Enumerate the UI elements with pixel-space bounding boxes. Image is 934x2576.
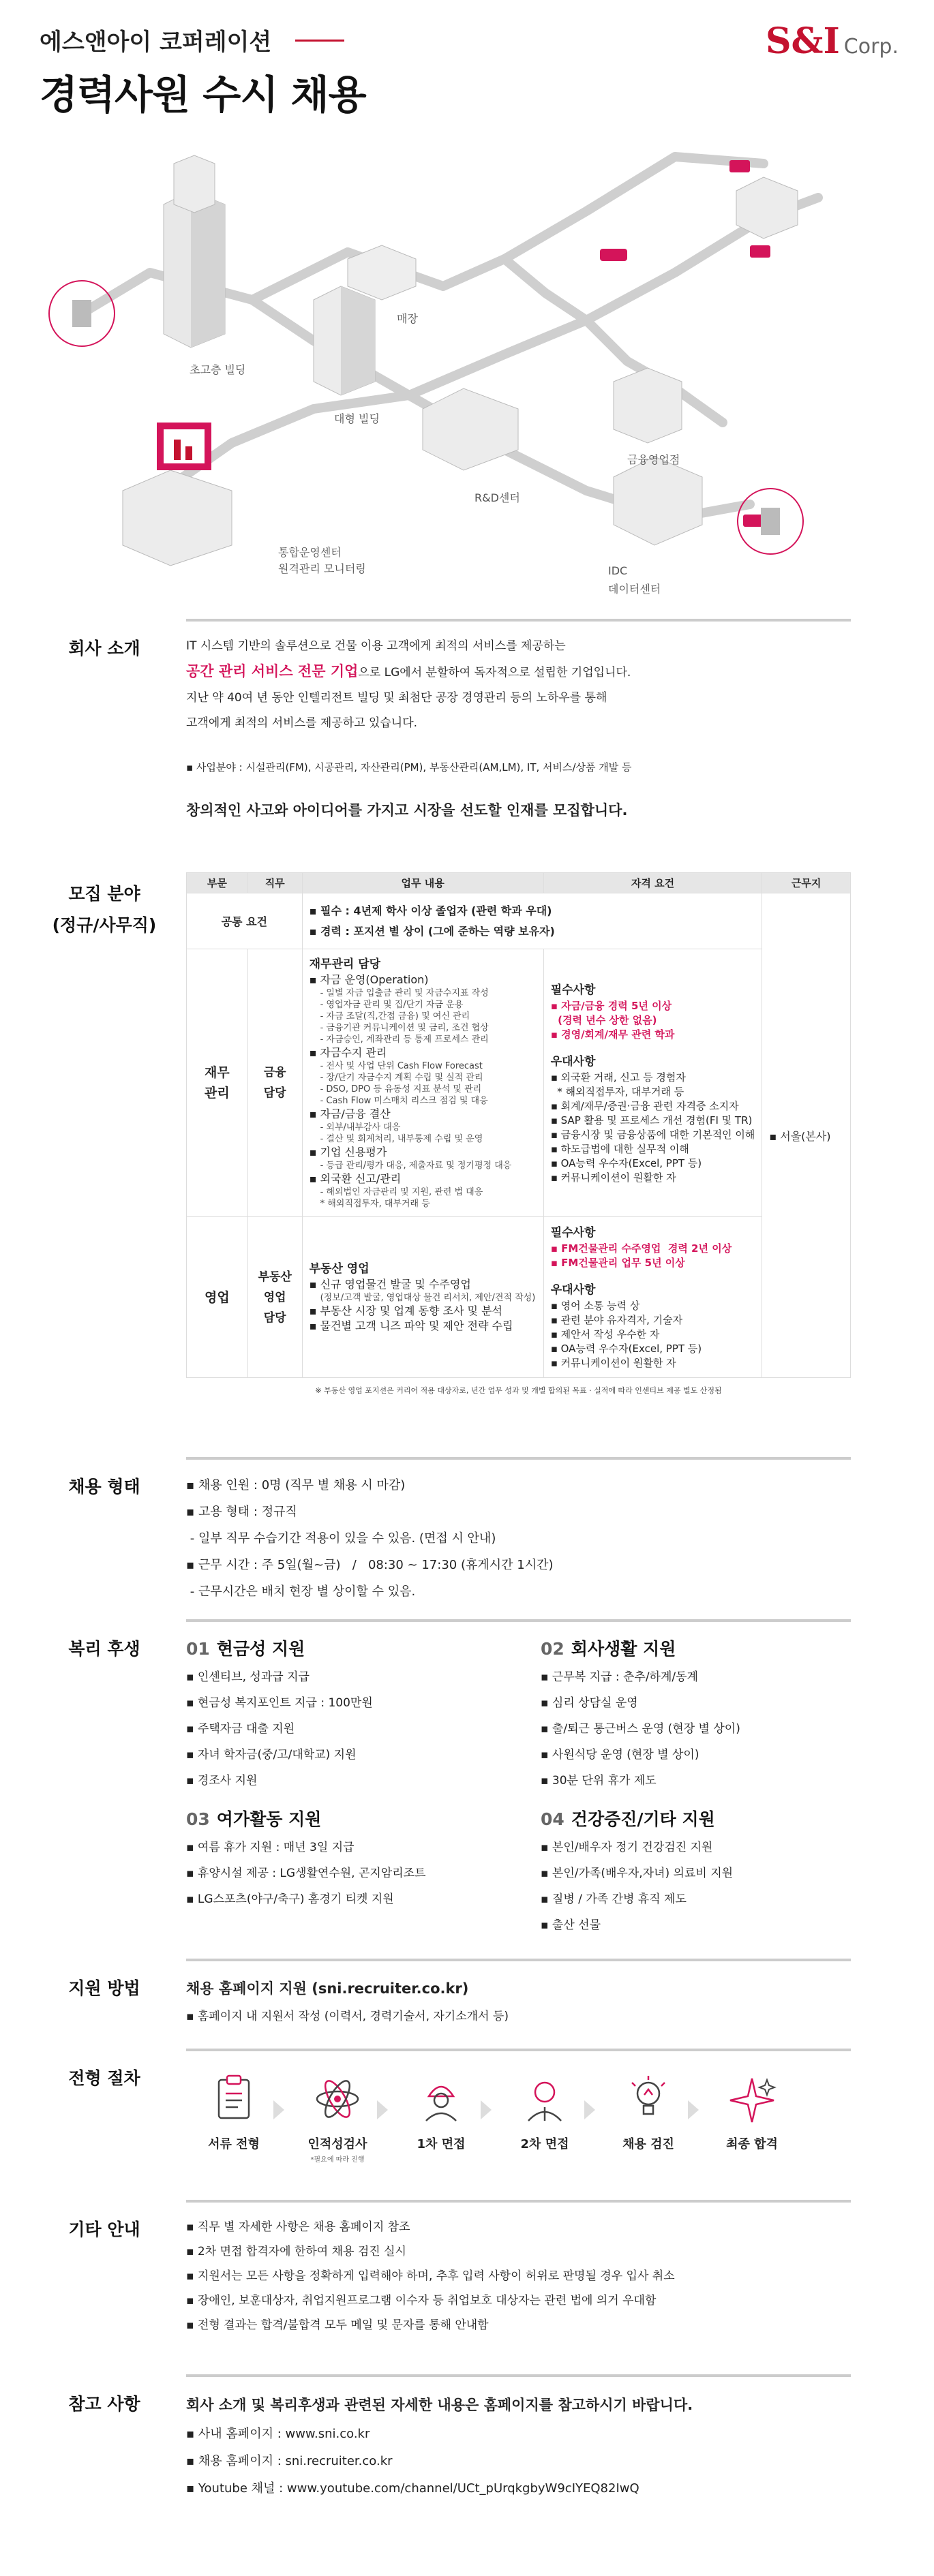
duty-subitem: - 자금승인, 계좌관리 등 통제 프로세스 관리 <box>320 1034 489 1045</box>
section-title: 전형 절차 <box>68 2068 140 2088</box>
skyscraper-building <box>164 155 225 348</box>
qual-req-title: 필수사항 <box>550 983 596 997</box>
section-apply <box>40 1959 851 2047</box>
duty-finance <box>302 949 543 1217</box>
qual-sales <box>543 1217 762 1378</box>
qual-item: * 해외직접투자, 대부거래 등 <box>550 1085 684 1098</box>
division-finance: 재무 관리 <box>187 949 248 1217</box>
intro-slogan: 창의적인 사고와 아이디어를 가지고 시장을 선도할 인재를 모집합니다. <box>186 802 628 818</box>
company-logo <box>766 20 899 62</box>
reference-heading: 회사 소개 및 복리후생과 관련된 자세한 내용은 홈페이지를 참고하시기 바랍니다. <box>186 2397 693 2413</box>
qual-item: ▪ 관련 분야 유자격자, 기술자 <box>550 1314 683 1326</box>
section-divider <box>186 2200 851 2203</box>
duty-subitem: - 장/단기 자금수지 계획 수립 및 실적 관리 <box>320 1073 483 1083</box>
step-arrow-icon <box>688 2100 699 2119</box>
qual-req-title: 필수사항 <box>550 1226 596 1240</box>
employment-item: ▪ 고용 형태 : 정규직 <box>186 1505 297 1519</box>
benefit-item: ▪ 여름 휴가 지원 : 매년 3일 지급 <box>186 1841 355 1854</box>
label-idc-2: 데이터센터 <box>608 583 661 596</box>
step-arrow-icon <box>377 2100 388 2119</box>
qual-req-list <box>551 1242 755 1270</box>
intro-business: ▪ 사업분야 : 시설관리(FM), 시공관리, 자산관리(PM), 부동산관리(AM,LM), IT, 서비스/상품 개발 등 <box>186 761 632 773</box>
employment-item: ▪ 근무 시간 : 주 5일(월~금) / 08:30 ~ 17:30 (휴게시간 1시간) <box>186 1558 554 1572</box>
benefit-item: ▪ LG스포츠(야구/축구) 홈경기 티켓 지원 <box>186 1892 394 1906</box>
table-row-sales <box>187 1217 851 1378</box>
duty-item: ▪ 자금/금융 결산 <box>309 1107 391 1120</box>
benefits-grid <box>186 1634 851 1948</box>
duty-item: ▪ 자금 운영(Operation) <box>309 973 429 986</box>
duty-subitem: - 전사 및 사업 단위 Cash Flow Forecast <box>320 1061 483 1071</box>
benefit-number: 01 <box>186 1639 210 1659</box>
benefit-item: ▪ 근무복 지급 : 춘추/하계/동계 <box>541 1670 698 1684</box>
intro-line-3: 지난 약 40여 년 동안 인텔리전트 빌딩 및 최첨단 공장 경영관리 등의 노하우를 통해 <box>186 691 607 705</box>
duty-subitem: - 외부/내부감사 대응 <box>320 1122 401 1133</box>
etc-list <box>186 2215 851 2337</box>
section-title: 채용 형태 <box>68 1477 140 1497</box>
job-sales: 부동산 영업 담당 <box>247 1217 302 1378</box>
duty-subitem: - 영업자금 관리 및 집/단기 자금 운용 <box>320 1000 464 1010</box>
table-row-finance <box>187 949 851 1217</box>
job-finance: 금융 담당 <box>247 949 302 1217</box>
table-row-common <box>187 893 851 949</box>
location-cell: ▪ 서울(본사) <box>762 893 851 1378</box>
reference-item: ▪ 사내 홈페이지 : www.sni.co.kr <box>186 2427 370 2441</box>
duty-sales <box>302 1217 543 1378</box>
qual-item: ▪ 자금/금융 경력 5년 이상 <box>550 999 672 1012</box>
duty-item: ▪ 자금수지 관리 <box>309 1046 387 1059</box>
label-store: 매장 <box>397 312 418 325</box>
section-title: 회사 소개 <box>68 639 140 658</box>
qual-pref-title: 우대사항 <box>550 1054 596 1069</box>
benefit-group <box>541 1634 882 1794</box>
apply-heading: 채용 홈페이지 지원 (sni.recruiter.co.kr) <box>186 1980 469 1997</box>
section-title: 참고 사항 <box>68 2394 140 2414</box>
benefit-number: 04 <box>541 1809 564 1829</box>
benefit-item: ▪ 휴양시설 제공 : LG생활연수원, 곤지암리조트 <box>186 1867 426 1880</box>
sparkle-icon <box>722 2073 782 2125</box>
label-idc-1: IDC <box>608 564 628 577</box>
step-arrow-icon <box>481 2100 492 2119</box>
section-title: 복리 후생 <box>68 1639 140 1659</box>
duty-subitem: (정보/고객 발굴, 영업대상 물건 리서치, 제안/견적 작성) <box>320 1293 536 1303</box>
qual-item: (경력 년수 상한 없음) <box>550 1013 657 1026</box>
benefit-item: ▪ 심리 상담실 운영 <box>541 1696 638 1710</box>
city-illustration-graphic <box>27 136 907 613</box>
ops-center-building <box>123 423 232 566</box>
section-divider <box>186 1457 851 1460</box>
etc-item: ▪ 전형 결과는 합격/불합격 모두 메일 및 문자를 통해 안내함 <box>186 2318 489 2332</box>
duty-subitem: - 일별 자금 입출금 관리 및 자금수지표 작성 <box>320 988 489 998</box>
duty-subitem: - 등급 관리/평가 대응, 제출자료 및 정기평정 대응 <box>320 1161 512 1171</box>
process-step <box>393 2073 489 2152</box>
duty-item: ▪ 기업 신용평가 <box>309 1146 387 1159</box>
section-divider <box>186 1619 851 1622</box>
section-etc <box>40 2200 851 2357</box>
header-division: 부문 <box>187 873 248 893</box>
reference-list <box>186 2421 851 2502</box>
benefit-number: 03 <box>186 1809 210 1829</box>
benefit-title: 회사생활 지원 <box>571 1639 676 1659</box>
employment-list <box>186 1472 851 1605</box>
intro-highlight: 공간 관리 서비스 전문 기업 <box>186 663 359 679</box>
table-header-row <box>187 873 851 893</box>
process-step-label: 인적성검사 <box>307 2137 367 2151</box>
process-step-label: 2차 면접 <box>520 2137 569 2151</box>
label-ops-center-2: 원격관리 모니터링 <box>278 562 366 575</box>
benefit-title: 여가활동 지원 <box>216 1809 322 1829</box>
section-title-2: (정규/사무직) <box>52 915 157 935</box>
qual-item: ▪ OA능력 우수자(Excel, PPT 등) <box>550 1343 702 1355</box>
qual-item: ▪ 커뮤니케이션이 원활한 자 <box>550 1357 676 1369</box>
label-skyscraper: 초고층 빌딩 <box>190 363 246 376</box>
benefit-item: ▪ 질병 / 가족 간병 휴직 제도 <box>541 1892 687 1906</box>
lightbulb-icon <box>618 2073 678 2125</box>
employment-item: - 일부 직무 수습기간 적용이 있을 수 있음. (면접 시 안내) <box>186 1531 496 1546</box>
duty-subitem: - 결산 및 회계처리, 내부통제 수립 및 운영 <box>320 1134 483 1144</box>
benefit-item: ▪ 본인/배우자 정기 건강검진 지원 <box>541 1841 713 1854</box>
recruit-footnote: ※ 부동산 영업 포지션은 커리어 적용 대상자로, 년간 업무 성과 및 개별 합의된 목표 · 실적에 따라 인센티브 제공 별도 산정됨 <box>315 1386 722 1395</box>
process-step <box>497 2073 592 2152</box>
duty-subitem: - 자금 조달(직,간접 금융) 및 여신 관리 <box>320 1011 470 1022</box>
benefit-item: ▪ 본인/가족(배우자,자녀) 의료비 지원 <box>541 1867 734 1880</box>
duty-item: ▪ 외국환 신고/관리 <box>309 1172 402 1185</box>
label-ops-center-1: 통합운영센터 <box>278 546 342 559</box>
worker-icon <box>411 2073 471 2125</box>
etc-item: ▪ 2차 면접 합격자에 한하여 채용 검진 실시 <box>186 2245 406 2258</box>
document-icon <box>204 2073 264 2125</box>
section-process <box>40 2049 851 2185</box>
label-finance: 금융영업점 <box>627 453 680 466</box>
process-step <box>704 2073 800 2152</box>
qual-item: ▪ OA능력 우수자(Excel, PPT 등) <box>550 1156 702 1169</box>
benefit-item: ▪ 출산 선물 <box>541 1918 601 1932</box>
person-icon <box>515 2073 575 2125</box>
etc-item: ▪ 장애인, 보훈대상자, 취업지원프로그램 이수자 등 취업보호 대상자는 관련 법에 의거 우대함 <box>186 2294 657 2307</box>
qual-pref-list <box>551 1299 755 1370</box>
benefit-item: ▪ 30분 단위 휴가 제도 <box>541 1774 657 1788</box>
qual-item: ▪ 회계/재무/증권·금융 관련 자격증 소지자 <box>550 1099 739 1112</box>
process-step-label: 채용 검진 <box>622 2137 674 2151</box>
qual-req-list <box>551 999 755 1042</box>
large-building <box>314 286 375 395</box>
accent-line <box>295 40 344 42</box>
common-req-1: ▪ 필수 : 4년제 학사 이상 졸업자 (관련 학과 우대) <box>309 904 552 917</box>
label-rnd: R&D센터 <box>474 491 520 504</box>
process-step-note: *필요에 따라 진행 <box>310 2156 365 2164</box>
duty-item: ▪ 물건별 고객 니즈 파악 및 제안 전략 수립 <box>309 1319 513 1332</box>
section-divider <box>186 1959 851 1961</box>
benefit-title: 건강증진/기타 지원 <box>571 1809 715 1829</box>
benefit-group <box>186 1634 527 1794</box>
duty-subitem: - Cash Flow 미스매치 리스크 점검 및 대응 <box>320 1096 488 1106</box>
qual-item: ▪ FM건물관리 수주영업 경력 2년 이상 <box>550 1242 732 1255</box>
process-step <box>290 2073 385 2164</box>
benefit-item: ▪ 출/퇴근 통근버스 운영 (현장 별 상이) <box>541 1722 740 1736</box>
benefit-item: ▪ 현금성 복지포인트 지급 : 100만원 <box>186 1696 373 1710</box>
process-step <box>186 2073 282 2152</box>
intro-line-2 <box>186 659 851 686</box>
qual-item: ▪ FM건물관리 업무 5년 이상 <box>550 1257 685 1269</box>
duty-title: 재무관리 담당 <box>309 957 381 971</box>
intro-line-2-rest: 으로 LG에서 분할하여 독자적으로 설립한 기업입니다. <box>358 666 631 679</box>
duty-list <box>310 1277 537 1334</box>
qual-finance <box>543 949 762 1217</box>
duty-subitem: - 금융기관 커뮤니케이션 및 금리, 조건 협상 <box>320 1023 489 1033</box>
section-title-1: 모집 분야 <box>68 884 140 904</box>
benefit-item: ▪ 사원식당 운영 (현장 별 상이) <box>541 1748 699 1762</box>
process-step <box>601 2073 696 2152</box>
qual-item: ▪ 경영/회계/재무 관련 학과 <box>550 1028 675 1041</box>
recruit-table <box>186 872 851 1378</box>
page-header <box>40 20 899 116</box>
qual-item: ▪ 금융시장 및 금융상품에 대한 기본적인 이해 <box>550 1128 755 1141</box>
duty-list <box>310 972 537 1210</box>
city-illustration <box>27 136 907 613</box>
benefit-group <box>186 1805 527 1912</box>
qual-pref-title: 우대사항 <box>550 1283 596 1297</box>
process-step-label: 서류 전형 <box>208 2137 260 2151</box>
process-step-label: 1차 면접 <box>417 2137 466 2151</box>
section-reference <box>40 2374 851 2545</box>
benefit-item: ▪ 자녀 학자금(중/고/대학교) 지원 <box>186 1748 357 1762</box>
label-large-building: 대형 빌딩 <box>334 412 380 425</box>
benefit-heading <box>541 1805 882 1835</box>
section-title: 지원 방법 <box>68 1978 140 1998</box>
header-qualification: 자격 요건 <box>543 873 762 893</box>
common-requirements <box>302 893 762 949</box>
process-step-label: 최종 합격 <box>726 2137 778 2151</box>
duty-subitem: * 해외직접투자, 대부거래 등 <box>320 1199 430 1209</box>
common-req-2: ▪ 경력 : 포지션 별 상이 (그에 준하는 역량 보유자) <box>309 924 555 938</box>
finance-building <box>614 368 682 443</box>
atom-icon <box>307 2073 367 2125</box>
benefit-heading <box>541 1634 882 1664</box>
benefit-title: 현금성 지원 <box>216 1639 305 1659</box>
benefit-heading <box>186 1805 527 1835</box>
duty-item: ▪ 신규 영업물건 발굴 및 수주영업 <box>309 1278 471 1291</box>
idc-building <box>614 457 702 545</box>
rnd-building <box>423 388 518 470</box>
benefit-group <box>541 1805 882 1938</box>
reference-item: ▪ 채용 홈페이지 : sni.recruiter.co.kr <box>186 2454 393 2468</box>
benefit-heading <box>186 1634 527 1664</box>
qual-item: ▪ 제안서 작성 우수한 자 <box>550 1328 660 1340</box>
common-label: 공통 요건 <box>187 893 303 949</box>
apply-item: ▪ 홈페이지 내 지원서 작성 (이력서, 경력기술서, 자기소개서 등) <box>186 2010 509 2023</box>
benefit-number: 02 <box>541 1639 564 1659</box>
benefit-item: ▪ 주택자금 대출 지원 <box>186 1722 295 1736</box>
etc-item: ▪ 지원서는 모든 사항을 정확하게 입력해야 하며, 추후 입력 사항이 허위로 판명될 경우 입사 취소 <box>186 2269 675 2283</box>
header-job: 직무 <box>247 873 302 893</box>
page-title: 경력사원 수시 채용 <box>40 72 366 118</box>
logo-main: S&I <box>765 20 840 62</box>
reference-item: ▪ Youtube 채널 : www.youtube.com/channel/UCt_pUrqkgbyW9cIYEQ82IwQ <box>186 2481 639 2496</box>
employment-item: - 근무시간은 배치 현장 별 상이할 수 있음. <box>186 1584 416 1599</box>
step-arrow-icon <box>273 2100 284 2119</box>
duty-title: 부동산 영업 <box>309 1262 370 1276</box>
duty-item: ▪ 부동산 시장 및 업계 동향 조사 및 분석 <box>309 1304 502 1317</box>
qual-item: ▪ 외국환 거래, 신고 등 경험자 <box>550 1071 686 1084</box>
duty-subitem: - 해외법인 자금관리 및 지원, 관련 법 대응 <box>320 1187 483 1197</box>
qual-item: ▪ 하도급법에 대한 실무적 이해 <box>550 1142 689 1155</box>
section-title: 기타 안내 <box>68 2220 140 2239</box>
benefit-item: ▪ 경조사 지원 <box>186 1774 258 1788</box>
header-duty: 업무 내용 <box>302 873 543 893</box>
qual-item: ▪ SAP 활용 및 프로세스 개선 경험(FI 및 TR) <box>550 1114 753 1126</box>
division-sales: 영업 <box>187 1217 248 1378</box>
etc-item: ▪ 직무 별 자세한 사항은 채용 홈페이지 참조 <box>186 2220 410 2234</box>
section-recruit <box>40 864 851 1395</box>
intro-line-1: IT 시스템 기반의 솔루션으로 건물 이용 고객에게 최적의 서비스를 제공하는 <box>186 639 566 653</box>
section-divider <box>186 619 851 622</box>
top-right-building <box>736 177 798 239</box>
step-arrow-icon <box>584 2100 595 2119</box>
employment-item: ▪ 채용 인원 : 0명 (직무 별 채용 시 마감) <box>186 1478 406 1492</box>
logo-sub: Corp. <box>843 35 899 59</box>
qual-item: ▪ 커뮤니케이션이 원활한 자 <box>550 1171 676 1184</box>
section-divider <box>186 2374 851 2377</box>
company-name: 에스앤아이 코퍼레이션 <box>40 29 272 56</box>
benefit-item: ▪ 인센티브, 성과급 지급 <box>186 1670 310 1684</box>
duty-subitem: - DSO, DPO 등 유동성 지표 분석 및 관리 <box>320 1084 482 1094</box>
section-divider <box>186 2049 851 2051</box>
intro-line-4: 고객에게 최적의 서비스를 제공하고 있습니다. <box>186 716 418 730</box>
section-company-intro <box>40 619 851 837</box>
header-location: 근무지 <box>762 873 851 893</box>
qual-pref-list <box>551 1071 755 1185</box>
section-benefits <box>40 1619 851 1953</box>
qual-item: ▪ 영어 소통 능력 상 <box>550 1300 640 1312</box>
section-employment <box>40 1457 851 1621</box>
process-steps <box>186 2073 851 2168</box>
